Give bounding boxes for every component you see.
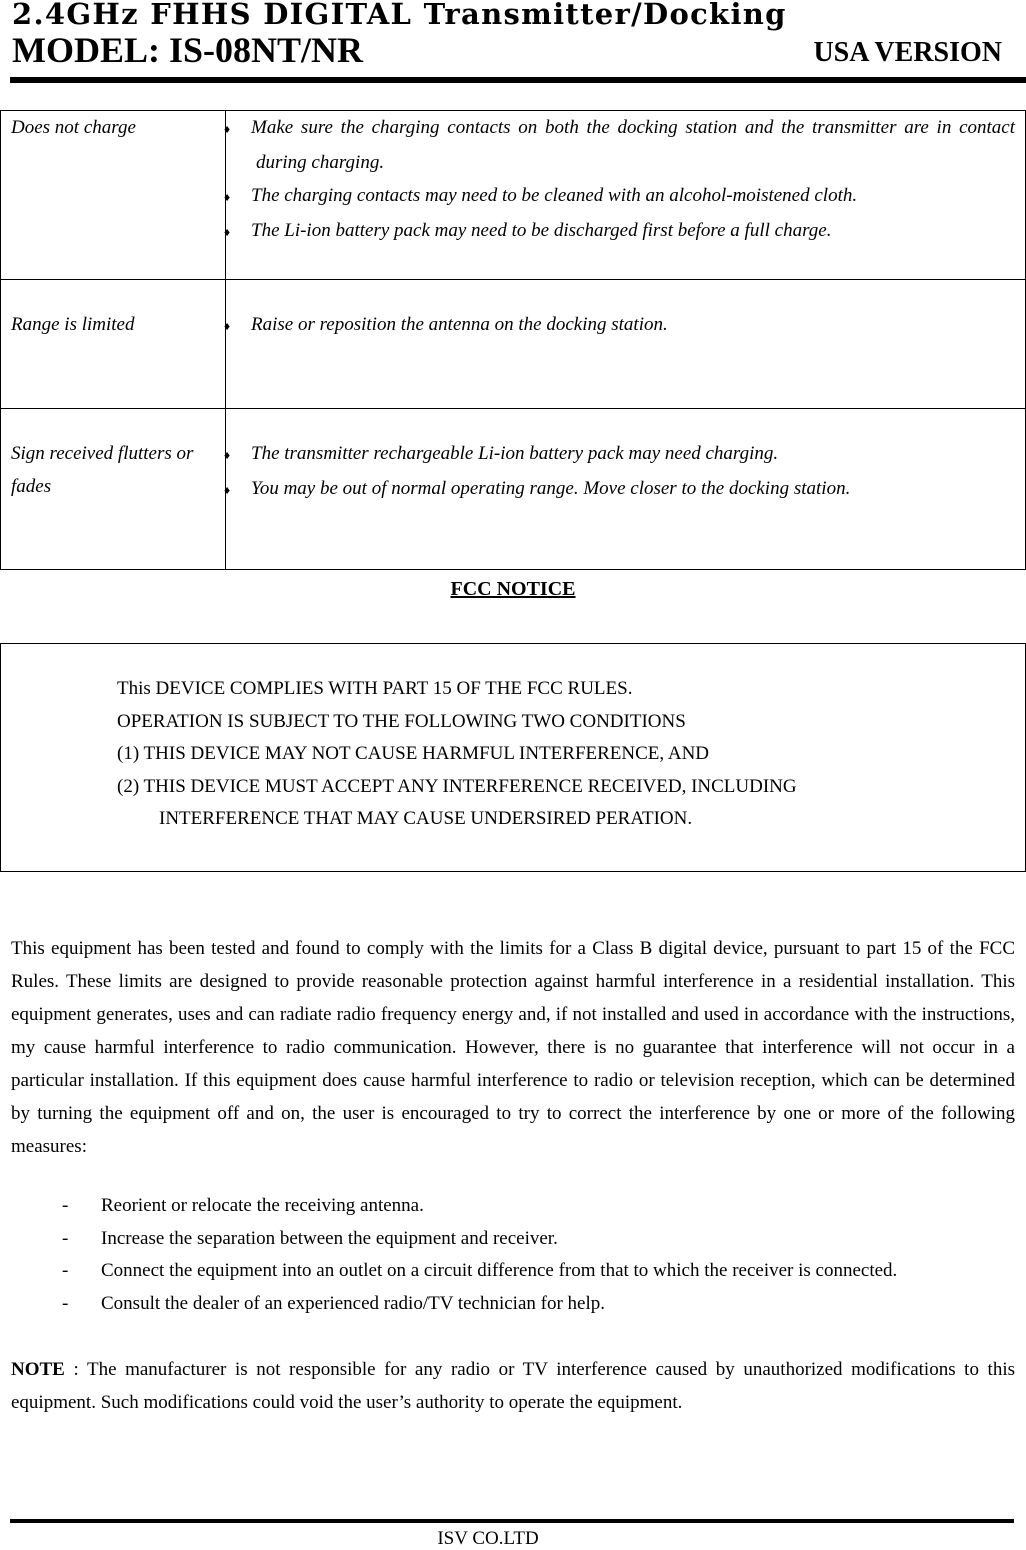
solution-item xyxy=(224,308,1015,343)
dash-bullet: - xyxy=(62,1227,69,1249)
diamond-bullet-icon: ♦ xyxy=(224,319,231,333)
table-row xyxy=(1,280,1026,409)
solution-item xyxy=(224,472,1015,507)
problem-cell: Sign received flutters or fades xyxy=(1,409,226,570)
header-rule xyxy=(10,77,1026,83)
diamond-bullet-icon: ♦ xyxy=(224,225,231,239)
solution-item xyxy=(224,179,1015,214)
note-text: : The manufacturer is not responsible for any radio or TV interference caused by unauthorized modifications to this equipment. Such modifications could void the user’s authority to operate the equipment. xyxy=(11,1359,1015,1413)
solution-item xyxy=(224,111,1015,179)
list-item xyxy=(62,1190,897,1223)
solution-text: Make sure the charging contacts on both the docking station and the transmitter are in contact during charging. xyxy=(251,117,1015,173)
dash-bullet: - xyxy=(62,1195,69,1216)
solution-item xyxy=(224,437,1015,472)
fcc-compliance-lines xyxy=(117,673,797,836)
footer-rule xyxy=(10,1519,1014,1523)
note-label: NOTE xyxy=(11,1359,65,1380)
problem-cell: Range is limited xyxy=(1,280,226,409)
measure-text: Consult the dealer of an experienced radio/TV technician for help. xyxy=(101,1292,606,1314)
measures-list xyxy=(62,1190,897,1320)
solution-text: The Li-ion battery pack may need to be discharged first before a full charge. xyxy=(251,220,832,241)
diamond-bullet-icon: ♦ xyxy=(224,190,231,204)
list-item xyxy=(62,1255,897,1288)
measure-text: Reorient or relocate the receiving antenna. xyxy=(101,1195,424,1216)
fcc-line: This DEVICE COMPLIES WITH PART 15 OF THE FCC RULES. xyxy=(117,678,633,699)
header-model: MODEL: IS-08NT/NR xyxy=(12,30,364,70)
note-paragraph xyxy=(11,1353,1015,1419)
diamond-bullet-icon: ♦ xyxy=(224,448,231,462)
fcc-compliance-box xyxy=(0,643,1026,872)
fcc-notice-title: FCC NOTICE xyxy=(450,578,576,600)
diamond-bullet-icon: ♦ xyxy=(224,483,231,497)
dash-bullet: - xyxy=(62,1260,69,1281)
table-row xyxy=(1,409,1026,570)
troubleshooting-table xyxy=(0,110,1026,570)
fcc-line: (1) THIS DEVICE MAY NOT CAUSE HARMFUL INTERFERENCE, AND xyxy=(117,743,710,764)
solution-cell xyxy=(226,409,1026,570)
solution-text: The charging contacts may need to be cleaned with an alcohol-moistened cloth. xyxy=(251,185,858,206)
problem-cell: Does not charge xyxy=(1,111,226,280)
solution-text: You may be out of normal operating range. Move closer to the docking station. xyxy=(251,478,851,499)
solution-item xyxy=(224,214,1015,249)
solution-text: Raise or reposition the antenna on the docking station. xyxy=(251,314,668,335)
solution-cell xyxy=(226,280,1026,409)
dash-bullet: - xyxy=(62,1292,69,1314)
header-version: USA VERSION xyxy=(813,37,1002,68)
fcc-line: INTERFERENCE THAT MAY CAUSE UNDERSIRED PERATION. xyxy=(159,808,693,829)
measure-text: Connect the equipment into an outlet on a circuit difference from that to which the receiver is connected. xyxy=(101,1260,898,1281)
fcc-line: (2) THIS DEVICE MUST ACCEPT ANY INTERFERENCE RECEIVED, INCLUDING xyxy=(117,775,797,797)
footer-company: ISV CO.LTD xyxy=(437,1528,539,1549)
measure-text: Increase the separation between the equipment and receiver. xyxy=(101,1227,558,1249)
solution-text: The transmitter rechargeable Li-ion battery pack may need charging. xyxy=(251,443,779,464)
list-item xyxy=(62,1223,897,1256)
fcc-line: OPERATION IS SUBJECT TO THE FOLLOWING TWO CONDITIONS xyxy=(117,710,686,732)
table-row xyxy=(1,111,1026,280)
solution-cell xyxy=(226,111,1026,280)
diamond-bullet-icon: ♦ xyxy=(224,122,231,136)
list-item xyxy=(62,1288,897,1321)
header-product-line: 2.4GHz FHHS DIGITAL Transmitter/Docking xyxy=(12,0,787,31)
fcc-paragraph: This equipment has been tested and found to comply with the limits for a Class B digital device, pursuant to part 15 of the FCC Rules. These limits are designed to provide reasonable protection against harmful interference in a residential installation. This equipment generates, uses and can radiate radio frequency energy and, if not installed and used in accordance with the instructions, my cause harmful interference to radio communication. However, there is no guarantee that interference will not occur in a particular installation. If this equipment does cause harmful interference to radio or television reception, which can be determined by turning the equipment off and on, the user is encouraged to try to correct the interference by one or more of the following measures: xyxy=(11,938,1015,1157)
